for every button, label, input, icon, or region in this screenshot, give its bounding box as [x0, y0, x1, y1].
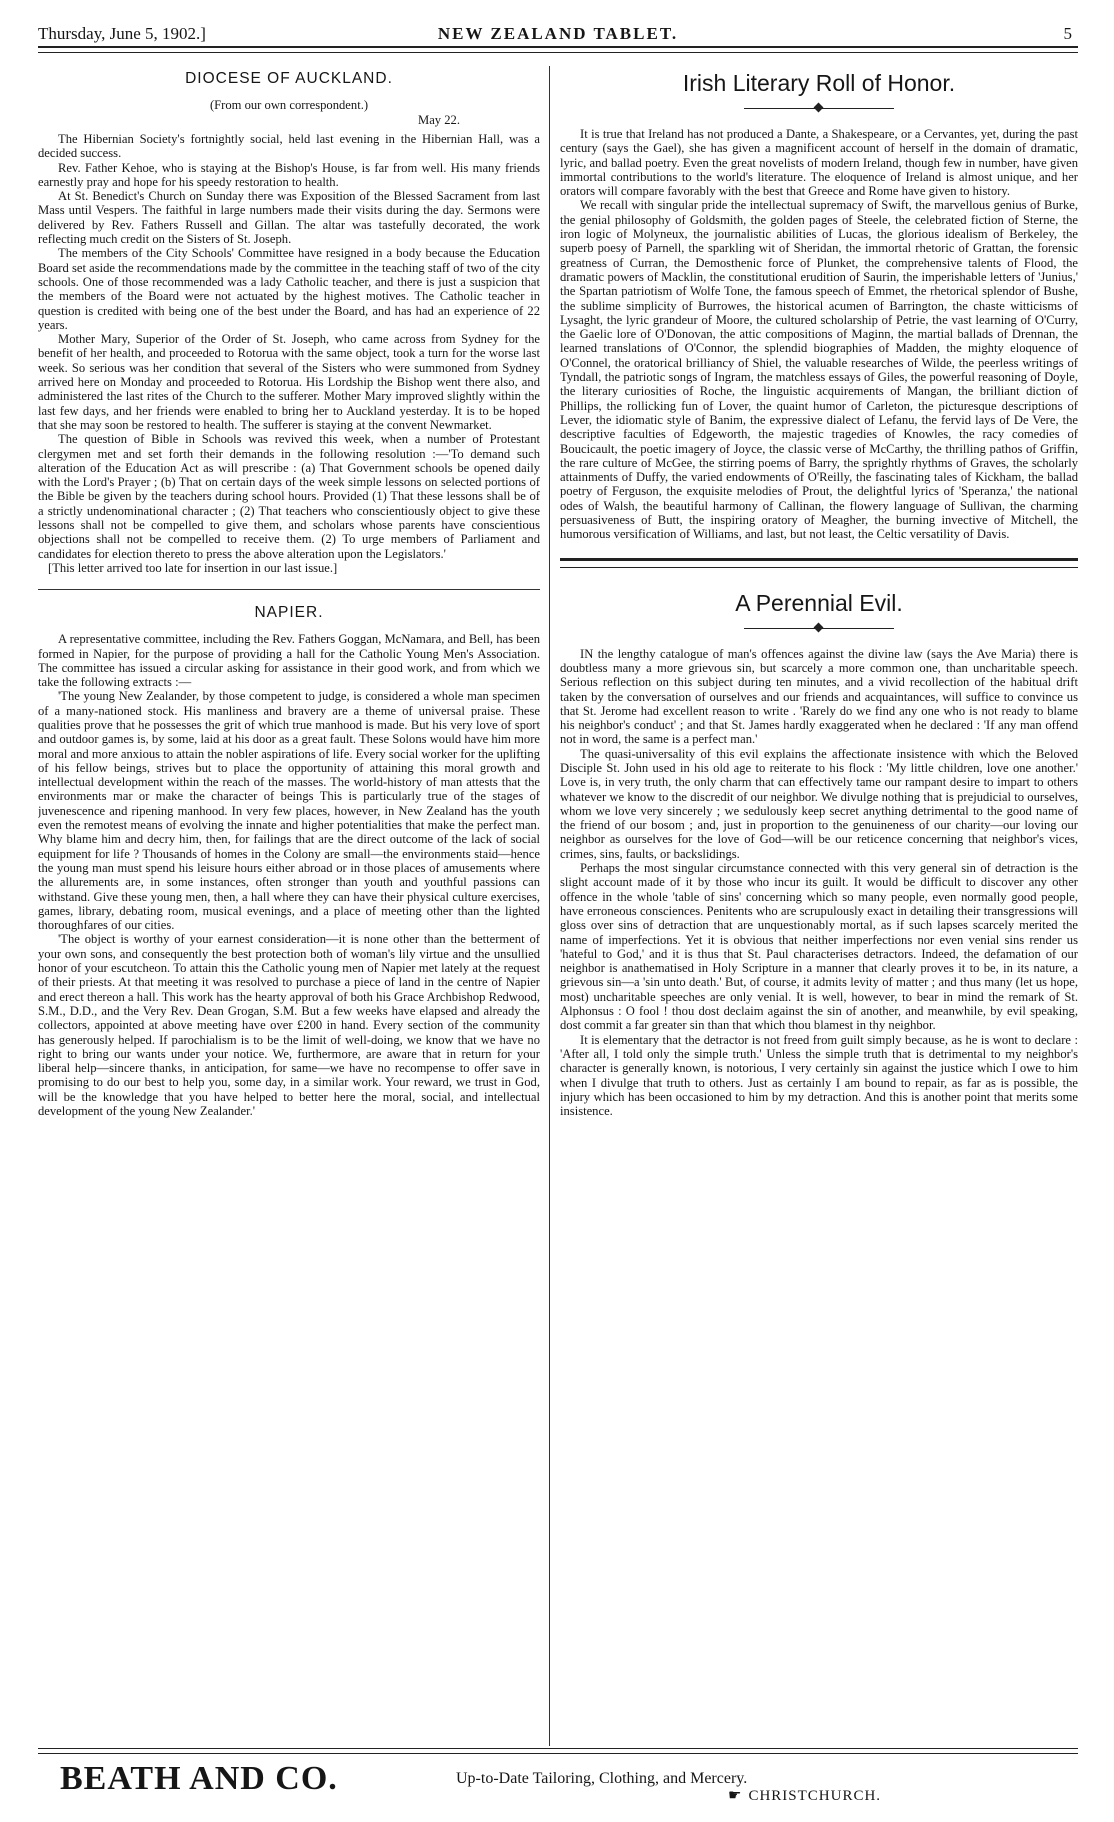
- ornament-rule: [744, 623, 894, 633]
- napier-title: NAPIER.: [254, 604, 324, 622]
- evil-article: [560, 590, 1078, 1119]
- paragraph: Mother Mary, Superior of the Order of St. Joseph, who came across from Sydney for the benefit of her health, and proceeded to Rotorua with the same object, took a turn for the worse last week. So serious was her condition that several of the Sisters who were summoned from Sydney arrived here on Monday and proceeded to Rotorua. His Lordship the Bishop went there also, and administered the last rites of the Church to the sufferer. Mother Mary improved slightly within the last few days, and her friends were enabled to bring her to Auckland yesterday. It is to be hoped that she may soon be restored to health. The sufferer is staying at the convent Newmarket.: [38, 332, 540, 432]
- paragraph: The quasi-universality of this evil explains the affectionate insistence with which the Beloved Disciple St. John used in his old age to reiterate to his flock : 'My little children, love one another.' Love is, in very truth, the only charm that can effectively tame our rampant desire to impart to others whatever we know to the discredit of our neighbor. We divulge nothing that is prejudicial to ourselves, whom we love very sincerely ; we sedulously keep secret anything detrimental to the good name of the friend of our bosom ; and, just in proportion to the genuineness of our charity—our loving our neighbor as ourselves for the love of God—will be our reticence concerning that neighbor's vices, crimes, sins, faults, or backslidings.: [560, 746, 1078, 861]
- auckland-title: DIOCESE OF AUCKLAND.: [185, 70, 393, 87]
- page-number: 5: [1063, 24, 1072, 43]
- advertiser-tagline: Up-to-Date Tailoring, Clothing, and Mercery.: [456, 1770, 748, 1787]
- advertiser-city: [728, 1786, 881, 1805]
- editor-note: [This letter arrived too late for insertion in our last issue.]: [48, 560, 338, 575]
- paragraph: 'The object is worthy of your earnest consideration—it is none other than the betterment of your own sons, and consequently the best protection both of woman's lily virtue and the unsullied honor of your escutcheon. To attain this the Catholic young men of Napier met lately at the request of their priests. At that meeting it was resolved to purchase a piece of land in the centre of Napier and erect thereon a hall. This work has the hearty approval of both his Grace Archbishop Redwood, S.M., D.D., and the Very Rev. Dean Grogan, S.M. But a few weeks have elapsed and already the collectors, appointed at above meeting have over £200 in hand. Every section of the community has generously helped. If parochialism is to be the limit of well-doing, we know that we have no right to bring our wants under your notice. We, furthermore, are aware that in return for your liberal help—sincere thanks, in anticipation, for same—we have no recompense to offer save in promising to do our best to help you, some day, in a similar work. Your reward, we trust in God, will be the knowledge that you have helped to better here the moral, social, and intellectual development of the young New Zealander.': [38, 932, 540, 1118]
- header-rule: [38, 46, 1078, 53]
- paragraph: IN the lengthy catalogue of man's offences against the divine law (says the Ave Maria) there is doubtless many a more grievous sin, but scarcely a more common one, than uncharitable speech. Serious reflection on this subject during ten minutes, and a vivid recollection of the habitual drift taken by the conversation of ourselves and our friends and acquaintances, will suffice to convince us that St. Jerome had excellent reason to write . 'Rarely do we find any one who is not ready to blame his neighbor's conduct' ; and that St. James hardly exaggerated when he declared : 'If any man offend not in word, the same is a perfect man.': [560, 646, 1078, 747]
- pointing-hand-icon: ☛: [728, 1788, 743, 1804]
- masthead: NEW ZEALAND TABLET.: [437, 24, 679, 43]
- city-name: CHRISTCHURCH.: [748, 1788, 882, 1804]
- auckland-byline: (From our own correspondent.): [209, 98, 369, 112]
- paragraph: The members of the City Schools' Committee have resigned in a body because the Education Board set aside the recommendations made by the committee in the teaching staff of two of the city schools. One of those recommended was a lady Catholic teacher, and there is just a suspicion that the members of the Board were not actuated by the highest motives. The Catholic teacher in question is credited with being one of the best under the Board, and has had an experience of 22 years.: [38, 246, 540, 332]
- irish-article: [560, 70, 1078, 542]
- section-rule: [560, 558, 1078, 568]
- paragraph: We recall with singular pride the intellectual supremacy of Swift, the marvellous genius of Burke, the genial philosophy of Goldsmith, the golden pages of Steele, the celebrated fiction of Sterne, the iron logic of Molyneux, the journalistic abilities of Lucas, the glorious idealism of Berkeley, the superb poesy of Parnell, the sparkling wit of Sheridan, the immortal rhetoric of Grattan, the forensic greatness of Curran, the Demosthenic force of Plunket, the comprehensive talents of Flood, the dramatic powers of Macklin, the constitutional erudition of Saurin, the imperishable letters of 'Junius,' the Spartan patriotism of Wolfe Tone, the famous speech of Emmet, the rhetorical splendor of Bushe, the sublime simplicity of Burrowes, the historical acumen of Barrington, the chaste witticisms of Lysaght, the lyric grandeur of Moore, the cultured scholarship of Petrie, the vast learning of O'Curry, the Gaelic lore of O'Donovan, the attic compositions of Maginn, the martial ballads of Drennan, the learned translations of O'Connor, the splendid biographies of Madden, the mighty eloquence of O'Connel, the oratorical brilliancy of Shiel, the valuable researches of Wilde, the peerless writings of Tyndall, the patriotic songs of Ingram, the matchless essays of Giles, the powerful reasoning of Doyle, the literary curiosities of Roche, the linguistic acquirements of Mangan, the brilliant diction of Phillips, the rollicking fun of Lover, the quaint humor of Carleton, the picturesque descriptions of Lever, the idiomatic style of Banim, the expressive dialect of Lefanu, the fervid lays of De Vere, the descriptive faculties of Edgeworth, the majestic tragedies of Knowles, the racy comedies of Boucicault, the poetic imagery of Joyce, the classic verse of McCarthy, the thrilling pathos of Griffin, the rare culture of McGee, the stirring poems of Barry, the sprightly rhythms of Graves, the scholarly attainments of Duffy, the varied endowments of O'Reilly, the fascinating tales of Kickham, the ballad poetry of Ferguson, the exquisite melodies of Prout, the delightful lyrics of 'Speranza,' the national odes of Walsh, the beautiful harmony of Callinan, the flowery language of Sullivan, the charming persuasiveness of Butt, the inspiring oratory of Meagher, the burning invective of Mitchell, the humorous versification of Williams, and last, but not least, the Celtic versatility of Davis.: [560, 198, 1078, 542]
- left-column: [38, 70, 540, 1742]
- right-column: [560, 70, 1078, 1742]
- paragraph: It is true that Ireland has not produced a Dante, a Shakespeare, or a Cervantes, yet, during the past century (says the Gael), she has given a magnificent account of herself in the domain of dramatic, lyric, and ballad poetry. Even the great novelists of modern Ireland, though few in number, have given immortal contributions to the world's literature. The eloquence of Ireland is almost unique, and her orators will compare favorably with the best that Greece and Rome have given to history.: [560, 127, 1078, 199]
- auckland-article: [38, 70, 540, 575]
- auckland-date: May 22.: [418, 113, 460, 127]
- paragraph: Perhaps the most singular circumstance connected with this very general sin of detraction is the slight account made of it by those who incur its guilt. It would be difficult to discover any other offence in the whole 'table of sins' concerning which so many people, even normally good people, have erroneous consciences. Penitents who are scrupulously exact in detailing their transgressions will gloss over sins of detraction that are unquestionably mortal, as if such lapses scarcely merited the name of imperfections. Yet it is obvious that neither imperfections nor even venial sins render us 'hateful to God,' and it is thus that St. Paul characterises detractors. Indeed, the defamation of our neighbor is anathematised in Holy Scripture in a manner that clearly proves it to be, in its nature, a grievous sin—a 'sin unto death.' But, of course, it admits levity of matter ; and thus many (let us hope, most) uncharitable speeches are only venial. It is well, however, to bear in mind the remark of St. Alphonsus : O fool ! thou dost declaim against the sin of another, and meanwhile, by evil speaking, dost commit a far greater sin than that which thou blamest in thy neighbor.: [560, 861, 1078, 1033]
- irish-title: Irish Literary Roll of Honor.: [682, 70, 956, 96]
- napier-article: [38, 604, 540, 1118]
- paragraph: A representative committee, including the Rev. Fathers Goggan, McNamara, and Bell, has been formed in Napier, for the purpose of providing a hall for the Catholic Young Men's Association. The committee has issued a circular asking for assistance in their good work, and from which we take the following extracts :—: [38, 632, 540, 690]
- section-rule: [38, 589, 540, 590]
- evil-title: A Perennial Evil.: [735, 589, 903, 616]
- footer-rule: [38, 1748, 1078, 1754]
- paragraph: It is elementary that the detractor is not freed from guilt simply because, as he is wont to declare : 'After all, I told only the simple truth.' Unless the simple truth that is detrimental to my neighbor's character is generally known, is notorious, I very certainly sin against the justice which I owe to him when I divulge that truth to others. Just as certainly I am bound to repair, as far as is possible, the injury which has been occasioned to him by my detraction. And this is another point that merits some insistence.: [560, 1032, 1078, 1119]
- advertiser-name: BEATH AND CO.: [60, 1760, 338, 1797]
- paragraph: The Hibernian Society's fortnightly social, held last evening in the Hibernian Hall, was a decided success.: [38, 132, 540, 161]
- issue-date: Thursday, June 5, 1902.]: [38, 24, 206, 43]
- advertisement-footer: [38, 1756, 1078, 1808]
- paragraph: Rev. Father Kehoe, who is staying at the Bishop's House, is far from well. His many friends earnestly pray and hope for his speedy restoration to health.: [38, 160, 540, 189]
- column-divider: [549, 66, 550, 1746]
- paragraph: 'The young New Zealander, by those competent to judge, is considered a whole man specimen of a many-nationed stock. His manliness and bravery are a theme of universal praise. These qualities prove that he possesses the grit of which true manhood is made. But his very love of sport and outdoor games is, by some, laid at his door as a great fault. These Solons would have him more moral and more anxious to attain the nobler aspirations of life. Every social worker for the uplifting of his fellow beings, strives but to place the opportunity of attaining this moral growth and intellectual development within the reach of the masses. The world-history of man attests that the environments mar or make the character of beings This is particularly true of the stages of juvenescence and ripening manhood. In very few places, however, in New Zealand has the youth even the remotest means of evolving the innate and higher potentialities that make the perfect man. Why blame him and decry him, then, for failings that are the direct outcome of the lack of social equipment for life ? Thousands of homes in the Colony are small—the environments staid—hence the young man must spend his leisure hours either abroad or in those places of amusements where the allurements are, in some instances, often stronger than youth and youthful passions can withstand. Give these young men, then, a hall where they can have their physical culture exercises, games, library, debating room, musical evenings, and a place of meeting other than the lighted thoroughfares of our cities.: [38, 689, 540, 933]
- paragraph: The question of Bible in Schools was revived this week, when a number of Protestant clergymen met and set forth their demands in the following resolution :—'To demand such alteration of the Education Act as will prescribe : (a) That Government schools be opened daily with the Lord's Prayer ; (b) That on certain days of the week simple lessons on selected portions of the Bible be given by the teachers during school hours. Provided (1) That these lessons shall be of a strictly undenominational character ; (2) That teachers who conscientiously object to give these lessons shall not be compelled to give them, and scholars whose parents have conscientious objections shall not be compelled to receive them. (2) To urge members of Parliament and candidates for election thereto to press the above alteration upon the Legislators.': [38, 432, 540, 561]
- paragraph: At St. Benedict's Church on Sunday there was Exposition of the Blessed Sacrament from last Mass until Vespers. The faithful in large numbers made their visits during the day. Sermons were delivered by Rev. Fathers Russell and Gillan. The altar was tastefully decorated, the work reflecting much credit on the Sisters of St. Joseph.: [38, 189, 540, 247]
- ornament-rule: [744, 103, 894, 113]
